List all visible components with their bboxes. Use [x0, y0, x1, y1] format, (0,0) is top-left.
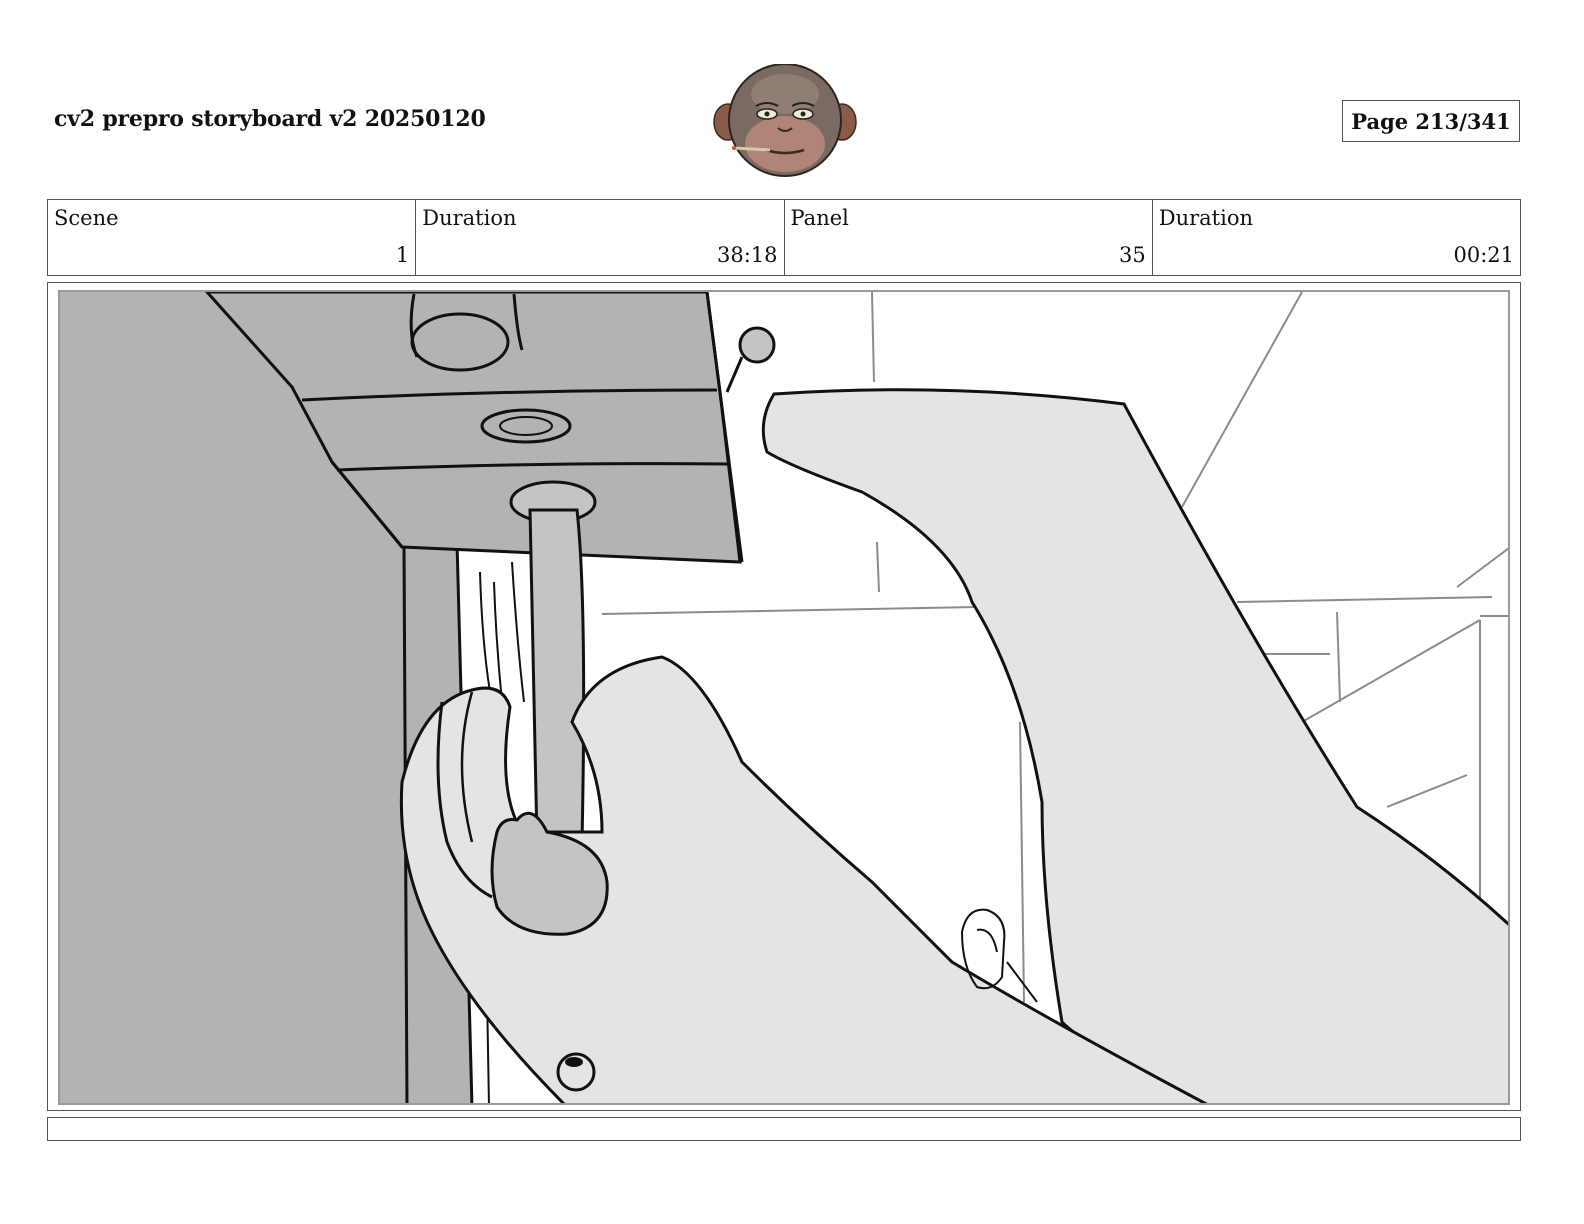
scene-duration-cell [416, 200, 784, 275]
panel-label: Panel [790, 206, 849, 230]
panel-cell [785, 200, 1153, 275]
scene-cell [48, 200, 416, 275]
monkey-face-logo-icon [712, 64, 858, 182]
panel-duration-value: 00:21 [1453, 243, 1514, 267]
panel-duration-label: Duration [1158, 206, 1253, 230]
scene-value: 1 [395, 243, 410, 267]
caption-box [47, 1117, 1521, 1141]
storyboard-sketch-hands-lever-icon [60, 292, 1510, 1105]
page-indicator: Page 213/341 [1342, 100, 1520, 142]
info-table [47, 199, 1521, 276]
scene-duration-label: Duration [422, 206, 517, 230]
document-title: cv2 prepro storyboard v2 20250120 [54, 106, 486, 132]
scene-label: Scene [54, 206, 119, 230]
panel-duration-cell [1153, 200, 1520, 275]
panel-value: 35 [1119, 243, 1146, 267]
scene-duration-value: 38:18 [716, 243, 778, 267]
storyboard-panel [58, 290, 1510, 1105]
